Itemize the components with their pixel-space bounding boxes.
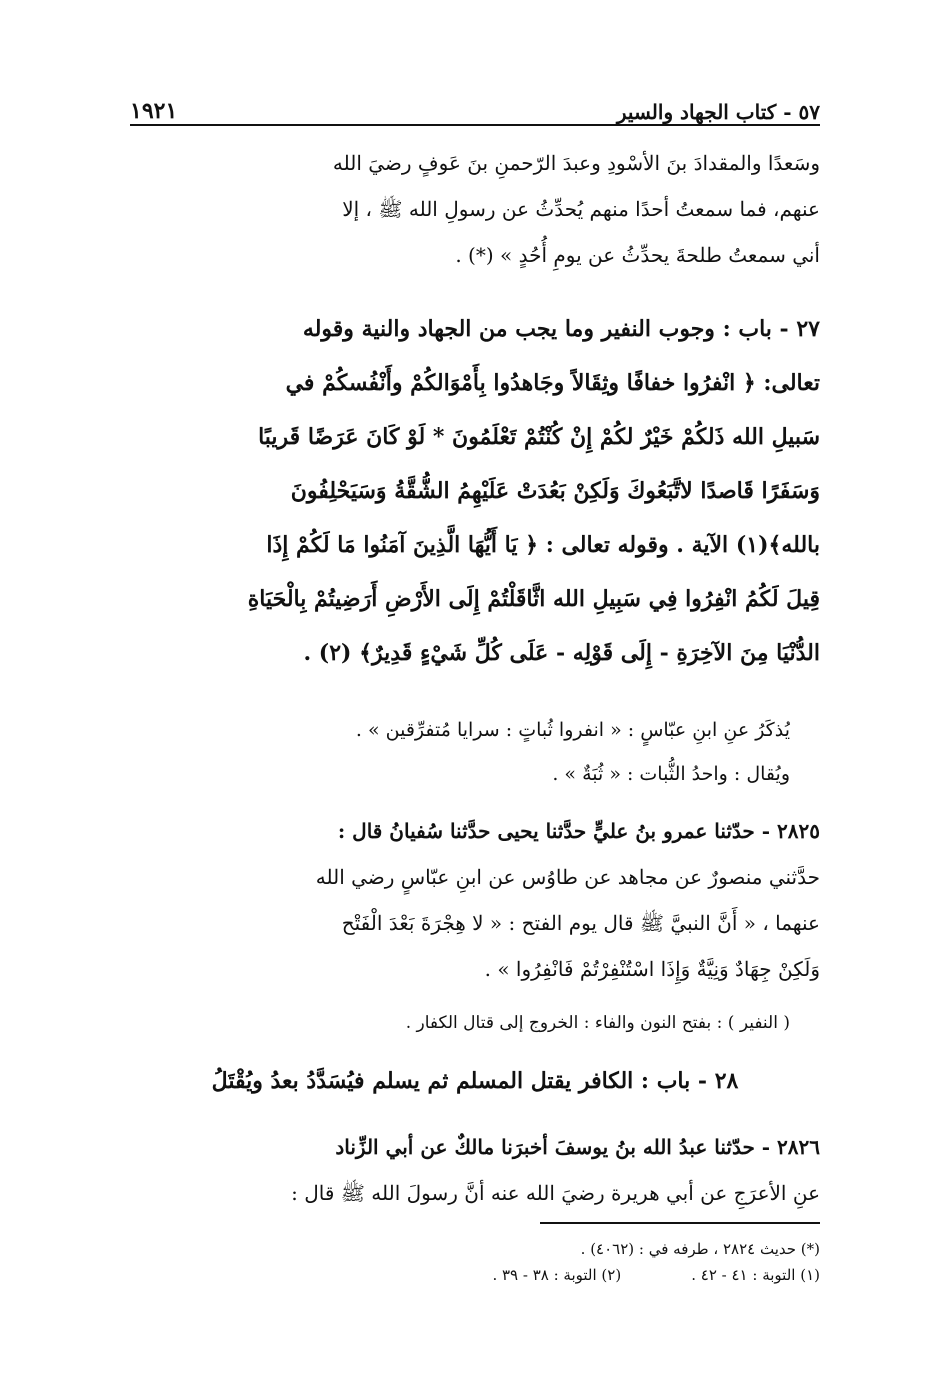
footnote-row xyxy=(130,1262,820,1288)
footnote-rule xyxy=(540,1222,820,1224)
hadith-line: عنهما ، « أَنَّ النبيَّ ﷺ قال يوم الفتح : « لا هِجْرَةَ بَعْدَ الْفَتْح xyxy=(341,911,820,935)
quran-line: وَسَفَرًا قَاصدًا لاتَّبَعُوكَ وَلَكِنْ بَعُدَتْ عَلَيْهِمُ الشُّقَّةُ وَسَيَحْلِفُونَ xyxy=(290,478,820,504)
hadith-line: وَلَكِنْ جِهَادٌ وَنِيَّةٌ وَإِذَا اسْتُنْفِرْتُمْ فَانْفِرُوا » . xyxy=(484,957,820,981)
hadith-line: ٢٨٢٦ - حدّثنا عبدُ الله بنُ يوسفَ أخبرَنا مالكٌ عن أبي الزِّناد xyxy=(335,1135,820,1159)
hadith-line: ٢٨٢٥ - حدّثنا عمرو بنُ عليٍّ حدَّثنا يحيى حدَّثنا سُفيانُ قال : xyxy=(337,819,820,843)
continuation-text xyxy=(130,140,820,278)
chapter-heading: ٢٧ - باب : وجوب النفير وما يجب من الجهاد والنية وقوله xyxy=(302,316,820,342)
hadith-line: حدَّثني منصورٌ عن مجاهد عن طاوُس عن ابنِ عبّاسٍ رضي الله xyxy=(315,865,820,889)
running-header xyxy=(130,84,820,124)
text-line: وسَعدًا والمقدادَ بنَ الأسْودِ وعبدَ الرّحمنِ بنَ عَوفٍ رضيَ الله xyxy=(332,151,820,175)
quran-line: قِيلَ لَكُمُ انْفِرُوا فِي سَبِيلِ الله اثَّاقَلْتُمْ إِلَى الأَرْضِ أَرَضِيتُمْ بِالْحَيَاةِ xyxy=(247,586,820,612)
hadith-2825 xyxy=(130,808,820,992)
chapter-title: ٥٧ - كتاب الجهاد والسير xyxy=(616,100,820,124)
note-line: يُذكَرُ عنِ ابنِ عبّاسٍ : « انفروا ثُباتٍ : سرايا مُتفرِّقين » . xyxy=(355,719,790,741)
gloss-line: ( النفير ) : بفتح النون والفاء : الخروج إلى قتال الكفار . xyxy=(405,1013,790,1033)
page-number: ١٩٢١ xyxy=(130,98,178,124)
quran-line: سَبيلِ الله ذَلكُمْ خَيْرٌ لكُمْ إِنْ كُنْتُمْ تَعْلَمُونَ * لَوْ كَانَ عَرَضًا قَريبًا xyxy=(258,424,820,450)
footnotes xyxy=(130,1236,820,1288)
chapter-27-notes xyxy=(130,708,820,796)
chapter-27 xyxy=(130,302,820,680)
quran-line: الدُّنْيَا مِنَ الآخِرَةِ - إِلَى قَوْلِه - عَلَى كُلِّ شَيْءٍ قَدِيرٌ﴾ (٢) . xyxy=(303,640,820,666)
text-line: أني سمعتُ طلحةَ يحدِّثُ عن يومِ أُحُدٍ » (*) . xyxy=(455,243,820,267)
chapter-28 xyxy=(130,1054,820,1108)
hadith-2826 xyxy=(130,1124,820,1216)
hadith-line: عنِ الأعرَجِ عن أبي هريرة رضيَ الله عنه أنَّ رسولَ الله ﷺ قال : xyxy=(291,1181,820,1205)
quran-line: بالله﴾(١) الآية . وقوله تعالى : ﴿ يَا أَيُّهَا الَّذِينَ آمَنُوا مَا لَكُمْ إِذَا xyxy=(266,532,820,558)
header-rule xyxy=(130,124,820,126)
footnote-1: (١) التوبة : ٤١ - ٤٢ . xyxy=(691,1266,820,1284)
footnote-star: (*) حديث ٢٨٢٤ ، طرفه في : (٤٠٦٢) . xyxy=(580,1240,820,1258)
chapter-heading: ٢٨ - باب : الكافر يقتل المسلم ثم يسلم فيُسَدَّدُ بعدُ ويُقْتَلُ xyxy=(211,1068,739,1094)
footnote-2: (٢) التوبة : ٣٨ - ٣٩ . xyxy=(492,1266,622,1284)
gloss-note xyxy=(130,1003,820,1043)
quran-line: تعالى: ﴿ انْفرُوا خفافًا وثِقَالاً وجَاهدُوا بِأَمْوَالكُمْ وأَنْفُسكُمْ في xyxy=(285,370,820,396)
text-line: عنهم، فما سمعتُ أحدًا منهم يُحدِّثُ عن رسولِ الله ﷺ ، إلا xyxy=(342,197,820,221)
note-line: ويُقال : واحدُ الثُّبات : « ثُبَةٌ » . xyxy=(552,763,790,785)
